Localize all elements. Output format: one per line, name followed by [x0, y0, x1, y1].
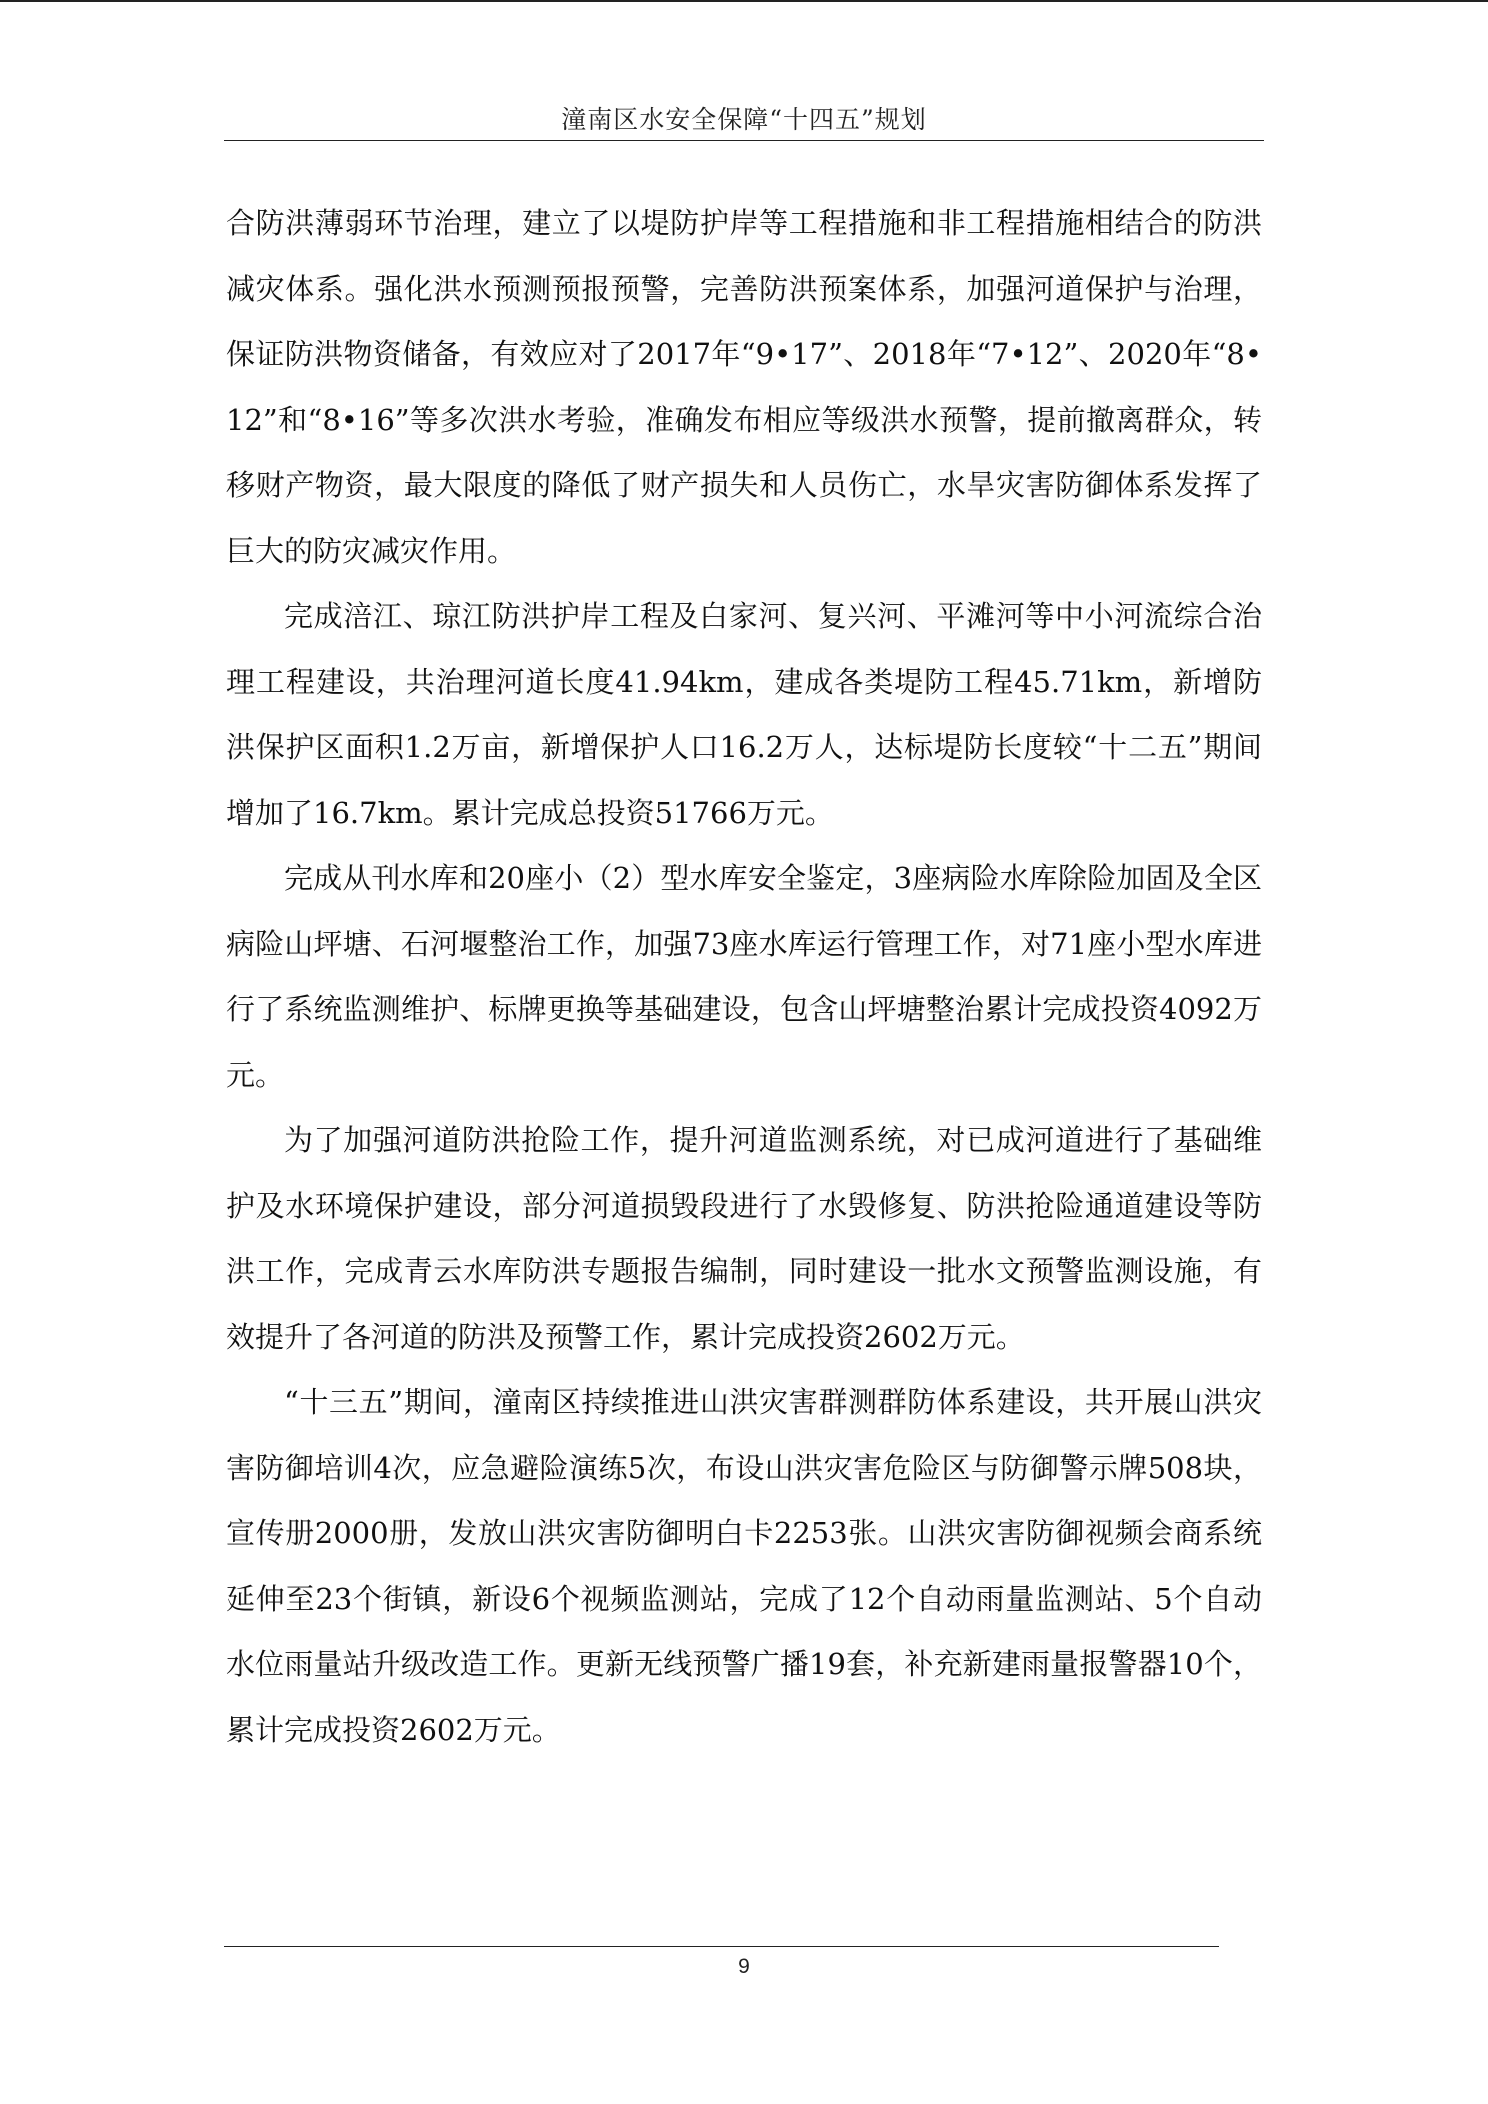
paragraph-mountain-flood-prevention: “十三五”期间，潼南区持续推进山洪灾害群测群防体系建设，共开展山洪灾害防御培训4次，应急避险演练5次，布设山洪灾害危险区与防御警示牌508块，宣传册2000册，发放山洪灾害防御明白卡2253张。山洪灾害防御视频会商系统延伸至23个街镇，新设6个视频监测站，完成了12个自动雨量监测站、5个自动水位雨量站升级改造工作。更新无线预警广播19套，补充新建雨量报警器10个，累计完成投资2602万元。 — [226, 1385, 1262, 1747]
paragraph-river-embankment-works: 完成涪江、琼江防洪护岸工程及白家河、复兴河、平滩河等中小河流综合治理工程建设，共治理河道长度41.94km，建成各类堤防工程45.71km，新增防洪保护区面积1.2万亩，新增保护人口16.2万人，达标堤防长度较“十二五”期间增加了16.7km。累计完成总投资51766万元。 — [226, 599, 1262, 830]
page-number: 9 — [738, 1955, 750, 1978]
paragraph-reservoir-safety: 完成从刊水库和20座小（2）型水库安全鉴定，3座病险水库除险加固及全区病险山坪塘、石河堰整治工作，加强73座水库运行管理工作，对71座小型水库进行了系统监测维护、标牌更换等基础建设，包含山坪塘整治累计完成投资4092万元。 — [226, 861, 1262, 1092]
document-body — [226, 191, 1262, 1763]
paragraph-river-maintenance: 为了加强河道防洪抢险工作，提升河道监测系统，对已成河道进行了基础维护及水环境保护建设，部分河道损毁段进行了水毁修复、防洪抢险通道建设等防洪工作，完成青云水库防洪专题报告编制，同时建设一批水文预警监测设施，有效提升了各河道的防洪及预警工作，累计完成投资2602万元。 — [226, 1123, 1262, 1354]
page-top-border — [0, 0, 1488, 2]
footer-rule — [224, 1946, 1219, 1947]
running-header — [224, 100, 1264, 141]
paragraph-flood-control-system: 合防洪薄弱环节治理，建立了以堤防护岸等工程措施和非工程措施相结合的防洪减灾体系。强化洪水预测预报预警，完善防洪预案体系，加强河道保护与治理，保证防洪物资储备，有效应对了2017年“9•17”、2018年“7•12”、2020年“8•12”和“8•16”等多次洪水考验，准确发布相应等级洪水预警，提前撤离群众，转移财产物资，最大限度的降低了财产损失和人员伤亡，水旱灾害防御体系发挥了巨大的防灾减灾作用。 — [226, 206, 1262, 568]
header-title: 潼南区水安全保障“十四五”规划 — [561, 105, 927, 134]
